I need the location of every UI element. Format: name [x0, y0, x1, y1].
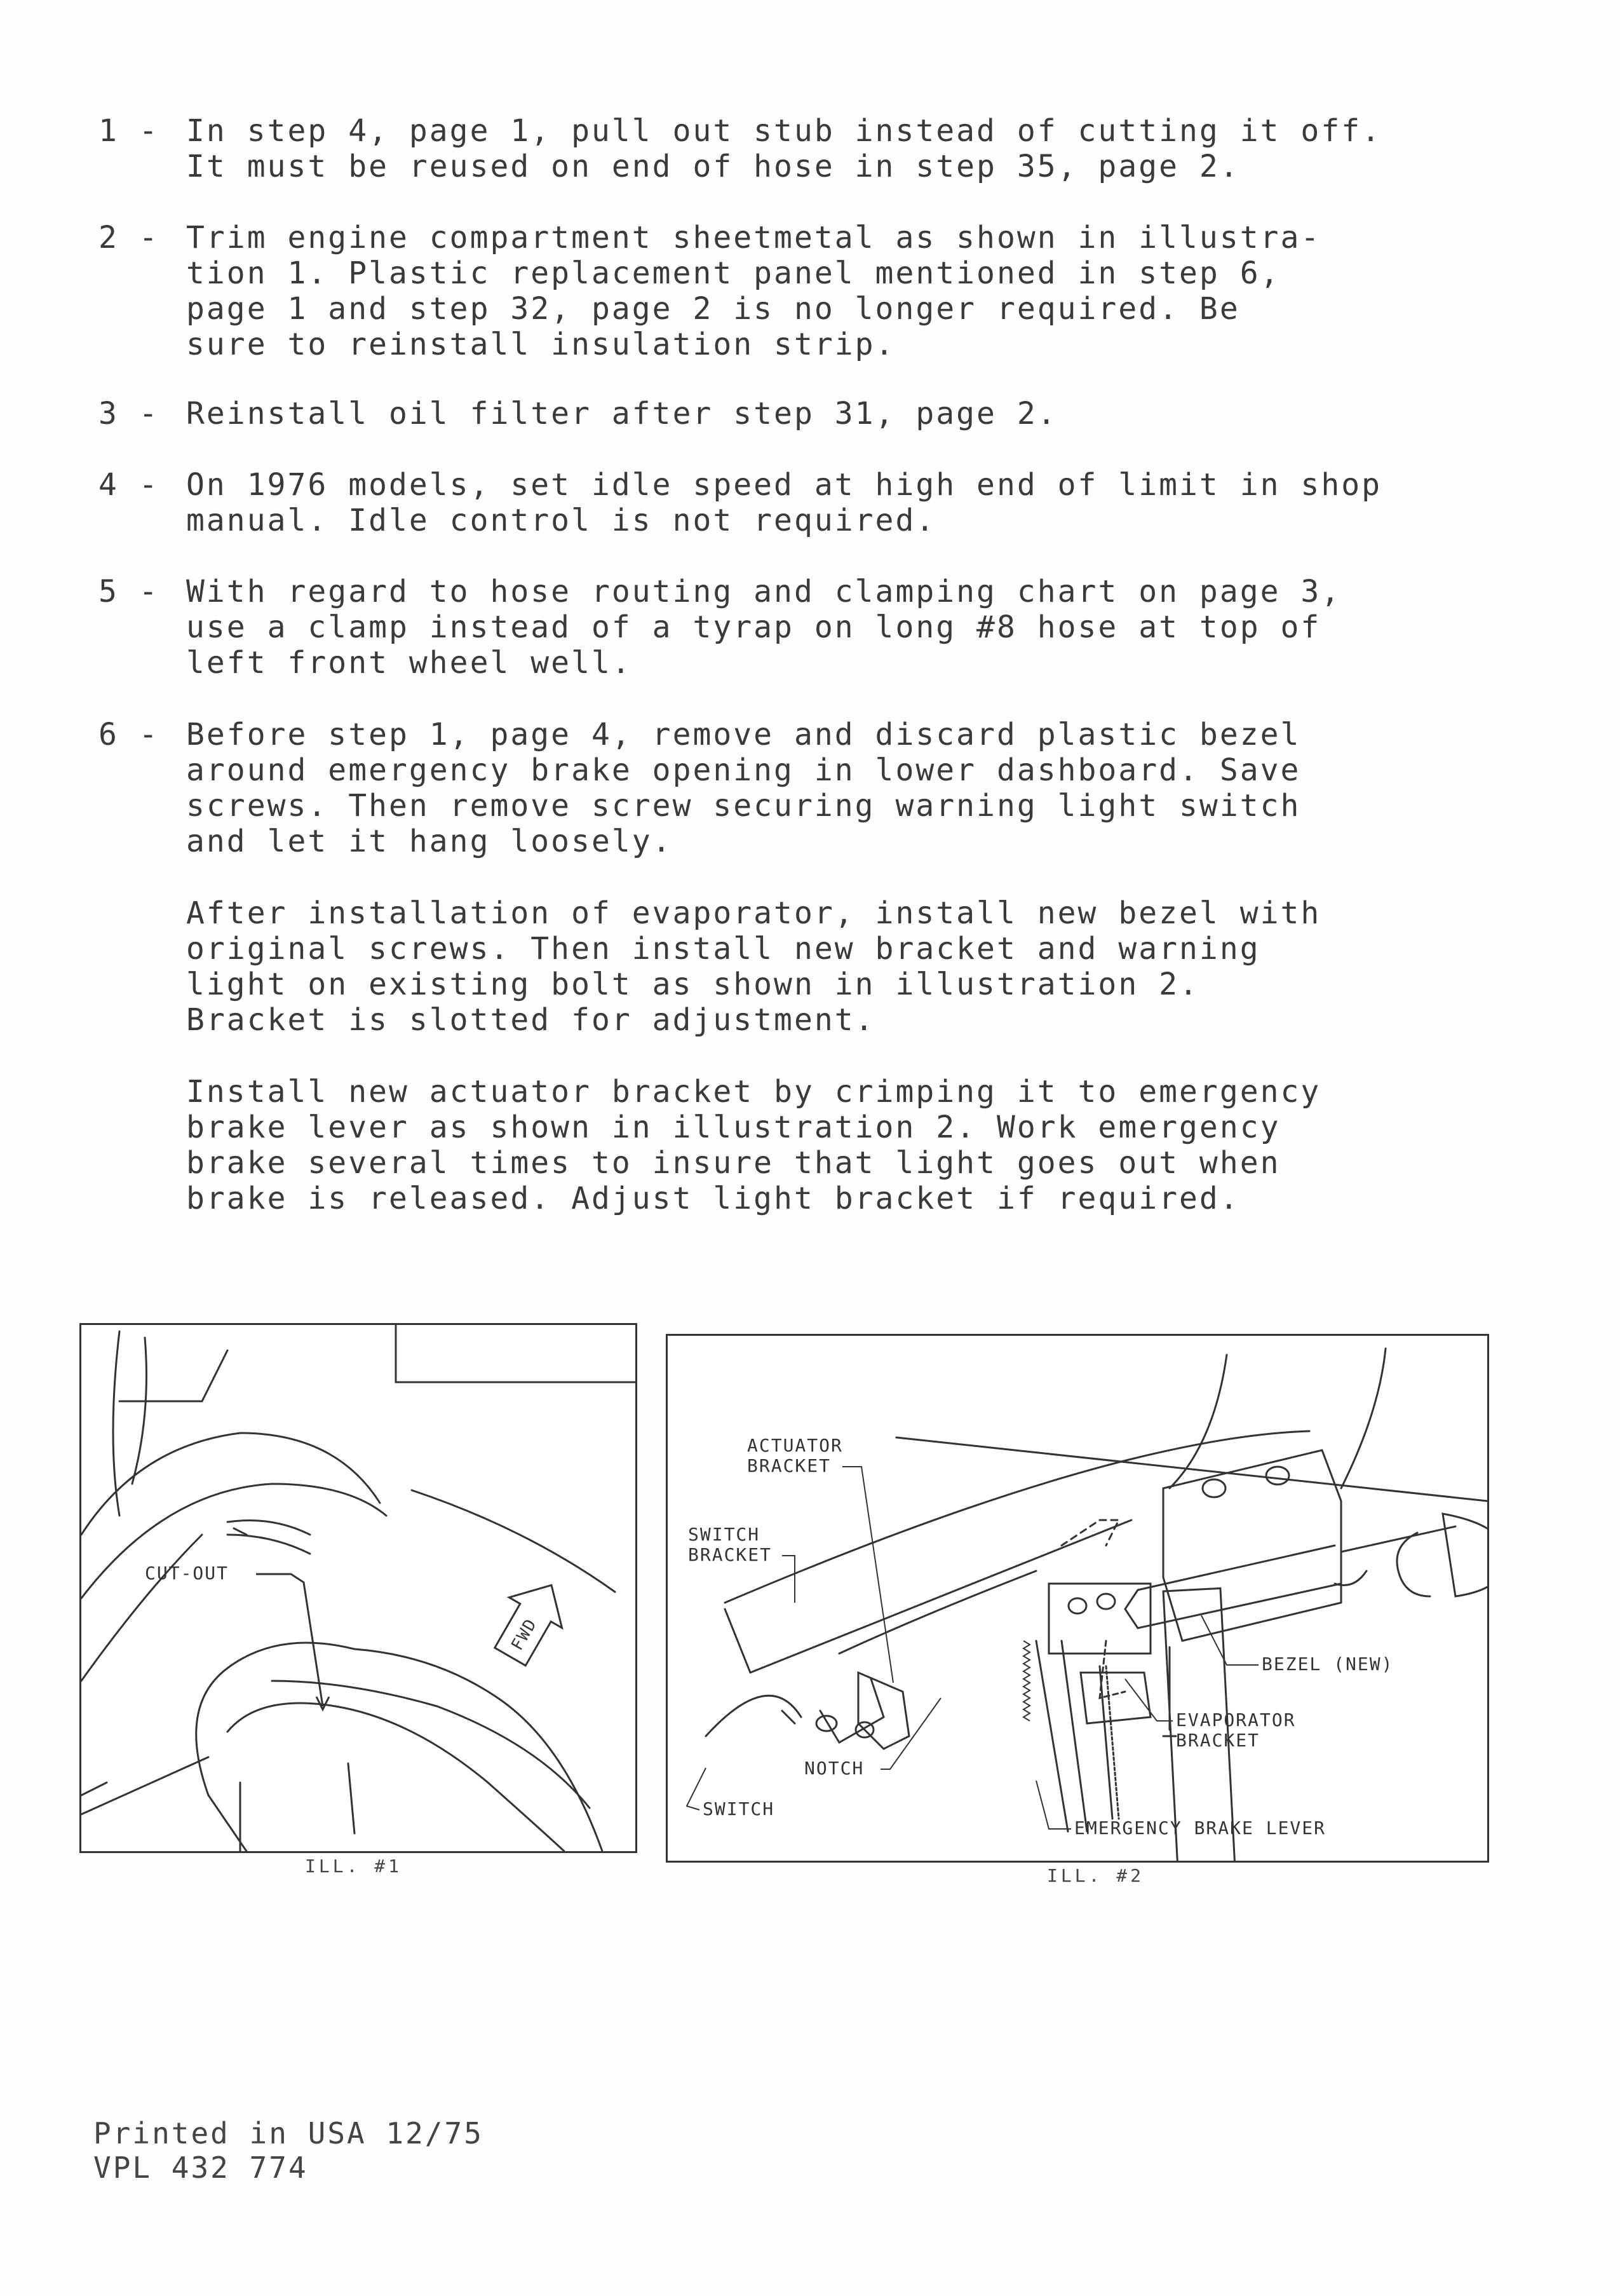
illustration-1-caption: ILL. #1: [305, 1856, 403, 1877]
instruction-6-paragraph-3: Install new actuator bracket by crimping it to emergency brake lever as shown in illustration 2. Work emergency brake several times to insure that light goes out when brake is released. Adjust light bracket if required.: [186, 1074, 1321, 1216]
evaporator-bracket-label-2: BRACKET: [1176, 1730, 1260, 1751]
print-footer: [93, 2116, 483, 2185]
spring-icon: [1023, 1641, 1030, 1721]
switch-label: SWITCH: [703, 1798, 775, 1819]
actuator-bracket-leader: [842, 1467, 893, 1683]
bezel-label: BEZEL (NEW): [1262, 1654, 1394, 1674]
instruction-text: With regard to hose routing and clamping chart on page 3, use a clamp instead of a tyrap on long #8 hose at top of left front wheel well.: [186, 574, 1342, 681]
actuator-bracket-label-1: ACTUATOR: [747, 1435, 843, 1456]
notch-leader: [881, 1698, 941, 1769]
illustration-2-caption: ILL. #2: [1047, 1865, 1145, 1886]
instruction-6-paragraph-2: After installation of evaporator, install new bezel with original screws. Then install new bracket and warning light on existing bolt as shown in illustration 2. Bracket is slotted for adjustment.: [186, 895, 1321, 1038]
instruction-text: Trim engine compartment sheetmetal as shown in illustra- tion 1. Plastic replacement panel mentioned in step 6, page 1 and step 32, page 2 is no longer required. Be sure to reinstall insulation strip.: [186, 220, 1321, 362]
instruction-number: 6 -: [98, 717, 159, 752]
illustration-1-drawing: [81, 1325, 635, 1851]
instruction-number: 3 -: [98, 396, 159, 431]
illustration-2: [666, 1334, 1489, 1863]
publication-code: VPL 432 774: [93, 2150, 308, 2185]
instruction-text: Reinstall oil filter after step 31, page 2.: [186, 396, 1058, 431]
cut-out-leader-line: [256, 1574, 323, 1706]
instruction-number: 1 -: [98, 113, 159, 149]
instruction-number: 5 -: [98, 574, 159, 609]
switch-bracket-label-1: SWITCH: [688, 1524, 760, 1545]
switch-bracket-label-2: BRACKET: [688, 1544, 773, 1565]
instruction-number: 2 -: [98, 220, 159, 255]
switch-bracket-leader: [782, 1556, 795, 1603]
instruction-text: Before step 1, page 4, remove and discard plastic bezel around emergency brake opening in lower dashboard. Save screws. Then remove screw securing warning light switch and let it hang loosely.: [186, 717, 1301, 859]
instruction-text: In step 4, page 1, pull out stub instead of cutting it off. It must be reused on end of hose in step 35, page 2.: [186, 113, 1382, 184]
notch-label: NOTCH: [804, 1758, 865, 1779]
fwd-label: FWD: [508, 1615, 541, 1654]
printed-in-usa: Printed in USA 12/75: [93, 2116, 483, 2150]
illustration-2-drawing: [668, 1336, 1487, 1861]
illustration-1: [79, 1323, 637, 1853]
evaporator-bracket-label-1: EVAPORATOR: [1176, 1709, 1296, 1730]
actuator-bracket-label-2: BRACKET: [747, 1455, 832, 1476]
bezel-leader: [1201, 1615, 1259, 1665]
instruction-text: On 1976 models, set idle speed at high end of limit in shop manual. Idle control is not required.: [186, 467, 1382, 538]
instruction-number: 4 -: [98, 467, 159, 503]
forward-arrow-icon: [483, 1570, 577, 1672]
cut-out-label: CUT-OUT: [145, 1563, 229, 1584]
emergency-brake-lever-label: EMERGENCY BRAKE LEVER: [1074, 1817, 1326, 1838]
